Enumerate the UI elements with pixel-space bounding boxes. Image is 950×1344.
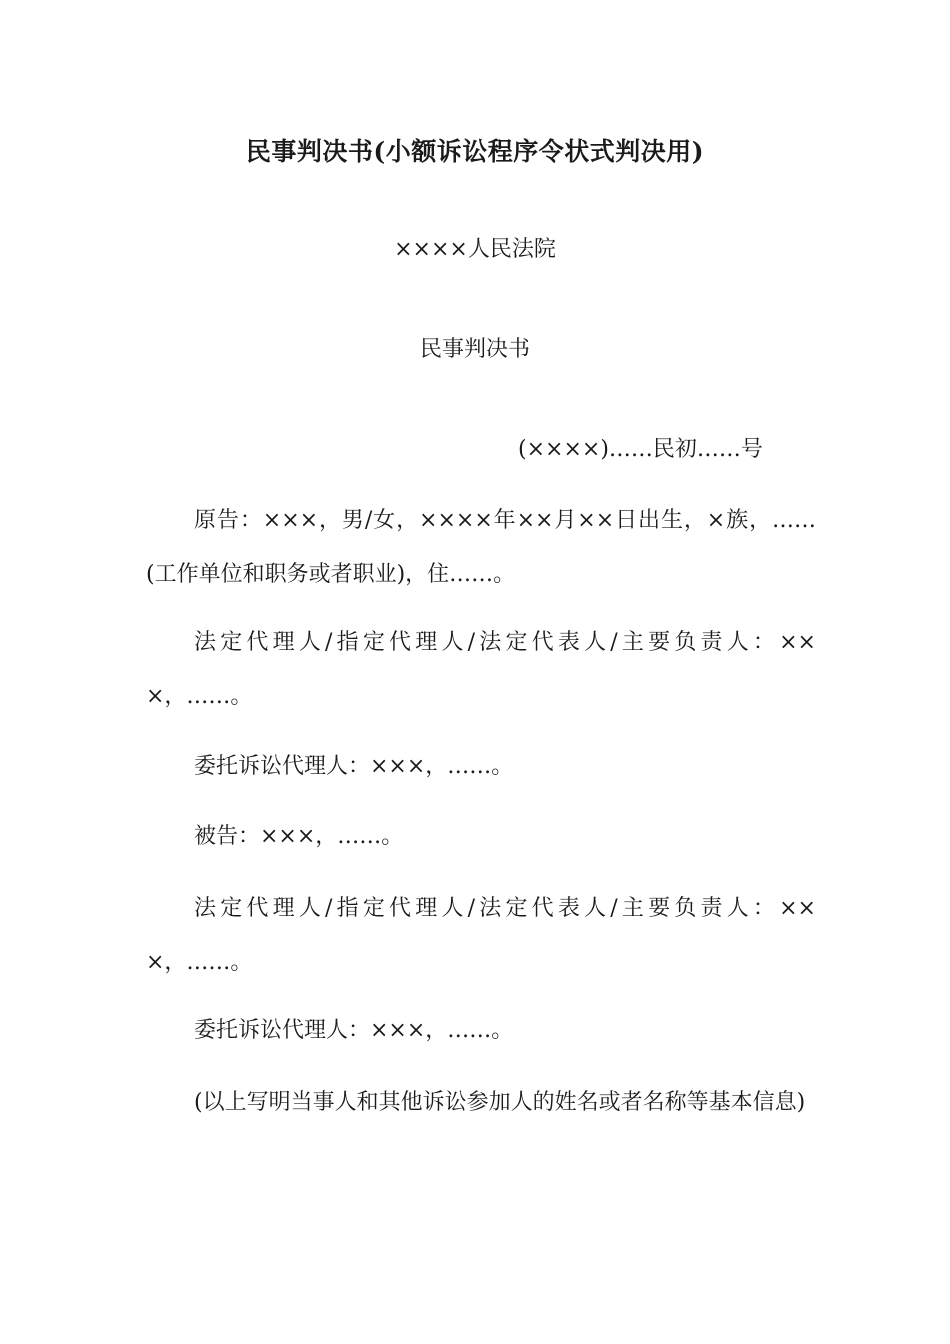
document-type: 民事判决书 xyxy=(419,337,530,362)
paragraph-plaintiff: 原告：×××，男/女，××××年××月××日出生，×族，……(工作单位和职务或者职业)，住……。 xyxy=(146,508,816,587)
paragraph-plaintiff-representative: 法定代理人/指定代理人/法定代表人/主要负责人：×××，……。 xyxy=(146,630,816,709)
paragraph-defendant: 被告：×××，……。 xyxy=(194,824,404,849)
paragraph-defendant-agent: 委托诉讼代理人：×××，……。 xyxy=(194,1018,514,1043)
paragraph-note: (以上写明当事人和其他诉讼参加人的姓名或者名称等基本信息) xyxy=(194,1090,806,1115)
case-number: (××××)……民初……号 xyxy=(518,437,763,462)
paragraph-defendant-representative: 法定代理人/指定代理人/法定代表人/主要负责人：×××，……。 xyxy=(146,896,816,975)
paragraph-plaintiff-agent: 委托诉讼代理人：×××，……。 xyxy=(194,754,514,779)
document-title: 民事判决书(小额诉讼程序令状式判决用) xyxy=(245,137,705,166)
court-name: ××××人民法院 xyxy=(394,237,556,262)
